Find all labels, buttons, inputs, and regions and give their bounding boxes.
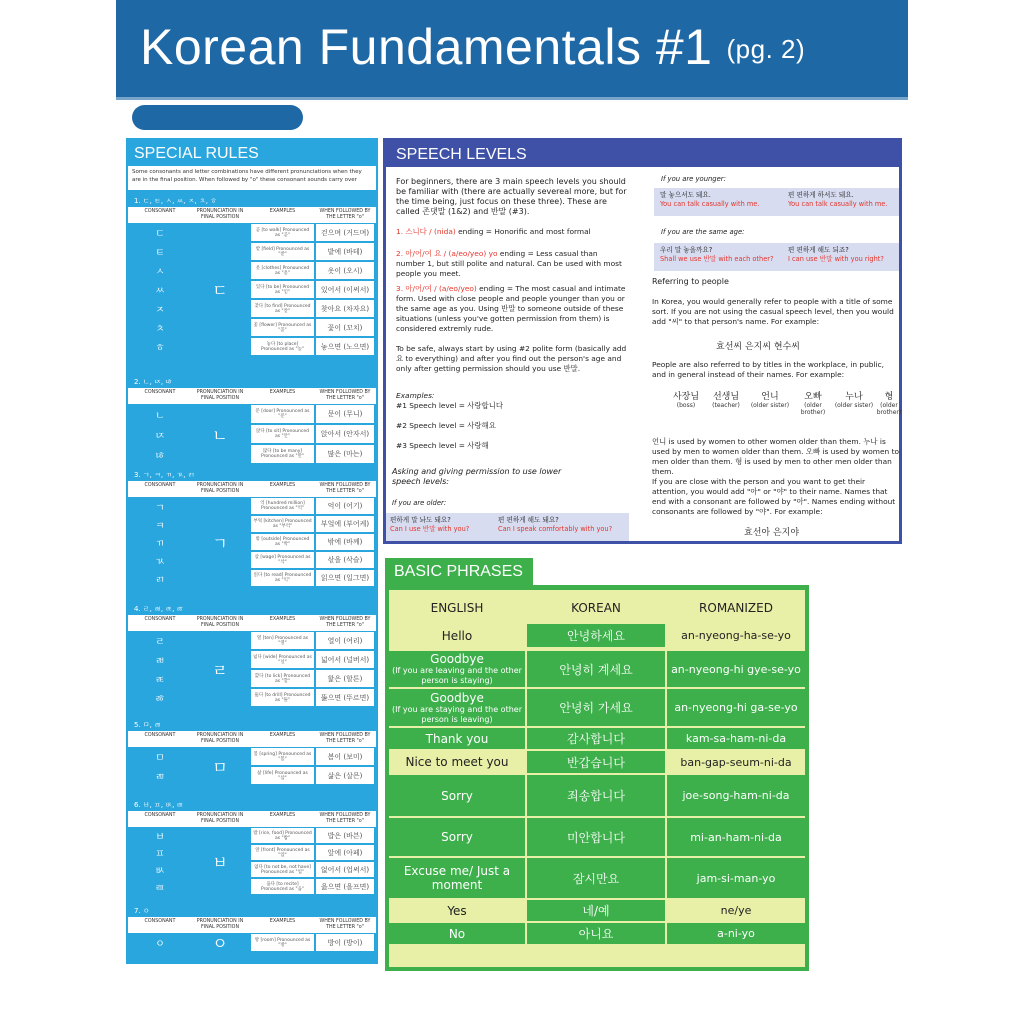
col-head: PRONUNCIATION IN FINAL POSITION [196, 209, 244, 220]
consonant-cell: ㅍ [131, 845, 189, 860]
consonant-cell: ㅇ [131, 934, 189, 951]
title-example [834, 389, 874, 409]
phrase-english [389, 775, 525, 816]
title-english: (teacher) [712, 402, 740, 409]
final-pronunciation-cell: ㅂ [191, 828, 249, 894]
col-head: WHEN FOLLOWED BY THE LETTER "o" [319, 483, 371, 494]
rule-row [128, 861, 376, 878]
phrases-table [389, 590, 805, 967]
col-head: PRONUNCIATION IN FINAL POSITION [196, 813, 244, 824]
col-head: WHEN FOLLOWED BY THE LETTER "o" [319, 390, 371, 401]
phrase-row [389, 775, 805, 816]
title-korean: 형 [884, 392, 894, 402]
col-head: CONSONANT [144, 733, 176, 738]
phrase-korean [527, 728, 665, 749]
followed-cell: 삶은 (살믄) [316, 767, 374, 784]
phrase-korean [527, 689, 665, 726]
col-korean: KOREAN [571, 601, 621, 615]
rule-group-title: 3. ㄱ, ㅋ, ㄲ, ㄳ, ㄺ [134, 471, 195, 479]
followed-cell: 밖에 (바께) [316, 534, 374, 550]
same-age-label: If you are the same age: [661, 228, 745, 236]
phrase-romanized [667, 900, 805, 921]
followed-cell: 놓으면 (노으면) [316, 338, 374, 355]
followed-cell: 부엌에 (부어케) [316, 516, 374, 532]
followed-cell: 걷으며 (거드며) [316, 224, 374, 241]
titles-note: People are also referred to by titles in the workplace, in public, and in general instead of their names. For example: [652, 360, 884, 379]
phrase-korean [527, 624, 665, 647]
consonant-cell: ㅂ [131, 828, 189, 843]
safe-note: To be safe, always start by using #2 polite form (basically add 요 to everything) and after you find out the person's age and only after getting permission should you use 반말. [396, 344, 627, 373]
phrase-korean [527, 751, 665, 773]
followed-cell: 앉아서 (안자서) [316, 425, 374, 443]
followed-cell: 넓어서 (널버서) [316, 651, 374, 668]
col-head: PRONUNCIATION IN FINAL POSITION [196, 483, 244, 494]
phrase-korean-text: 잠시만요 [572, 871, 620, 886]
phrase-row [389, 624, 805, 647]
final-pronunciation-cell: ㄷ [191, 224, 249, 355]
rule-row [128, 242, 376, 261]
col-head: PRONUNCIATION IN FINAL POSITION [196, 733, 244, 744]
phrase-english-note: (If you are leaving and the other person is staying) [392, 666, 522, 685]
phrase-english [389, 923, 525, 944]
followed-cell: 없어서 (업써서) [316, 862, 374, 877]
phrase-korean-text: 반갑습니다 [567, 755, 625, 770]
col-head: PRONUNCIATION IN FINAL POSITION [196, 390, 244, 401]
consonant-cell: ㅋ [131, 516, 189, 532]
final-pronunciation-cell: ㅁ [191, 748, 249, 784]
title-korean: 누나 [845, 392, 863, 402]
phrase-korean [527, 858, 665, 898]
older-question: 편하게 말 놔도 돼요? Can I use 반말 with you? [390, 516, 470, 533]
followed-cell: 핥은 (할튼) [316, 670, 374, 687]
rule-group-title: 2. ㄴ, ㄵ, ㄶ [134, 378, 173, 386]
followed-cell: 밥은 (바븐) [316, 828, 374, 843]
consonant-cell: ㅌ [131, 243, 189, 260]
rule-row [128, 261, 376, 280]
basic-phrases-header: BASIC PHRASES [385, 558, 533, 586]
consonant-cell: ㄶ [131, 445, 189, 463]
title-example [666, 389, 706, 409]
name-examples-ssi: 효선씨 은지씨 현수씨 [716, 342, 800, 352]
phrase-romanized [667, 728, 805, 749]
phrase-english-text: Thank you [425, 731, 489, 746]
example-3: #3 Speech level = 사랑해 [396, 441, 489, 450]
phrase-english [389, 858, 525, 898]
example-cell: 있다 [to be] Pronounced as "읻" [251, 281, 314, 298]
followed-cell: 열이 (여리) [316, 632, 374, 649]
col-head: EXAMPLES [269, 919, 296, 924]
rule-row [128, 533, 376, 551]
older-answer: 편 편하게 해도 돼요? Can I speak comfortably with you? [498, 516, 613, 533]
title-english: (older sister) [834, 402, 874, 409]
phrase-romanized-text: mi-an-ham-ni-da [690, 830, 782, 844]
younger-box [654, 188, 899, 216]
title-example [750, 389, 790, 409]
title-example [869, 389, 909, 416]
col-head: PRONUNCIATION IN FINAL POSITION [196, 617, 244, 628]
title-english: (older brother) [800, 402, 826, 416]
phrase-english-text: Hello [441, 628, 473, 643]
rule-row [128, 444, 376, 464]
example-cell: 많다 [to be many] Pronounced as "만" [251, 445, 314, 463]
rule-row [128, 280, 376, 299]
rule-row [128, 318, 376, 337]
example-cell: 옷 [clothes] Pronounced as "옫" [251, 262, 314, 279]
final-pronunciation-cell: ㅇ [191, 934, 249, 951]
phrase-english [389, 651, 525, 687]
col-head: WHEN FOLLOWED BY THE LETTER "o" [319, 813, 371, 824]
phrase-korean [527, 900, 665, 921]
title-korean: 오빠 [804, 392, 822, 402]
special-rules-panel [126, 138, 378, 964]
rule-group-title: 1. ㄷ, ㅌ, ㅅ, ㅆ, ㅈ, ㅊ, ㅎ [134, 197, 217, 205]
referring-heading: Referring to people [652, 277, 729, 286]
example-cell: 앉다 [to sit] Pronounced as "안" [251, 425, 314, 443]
rule-row [128, 766, 376, 785]
example-cell: 삶 [life] Pronounced as "삼" [251, 767, 314, 784]
example-cell: 문 [door] Pronounced as "문" [251, 405, 314, 423]
level-3: 3. 아/어/여 / (a/eo/yeo) ending = The most casual and intimate form. Used with close people and people younger than you or the same age as you. Using 반말 to someone outside of these situations (unless you've gotten permission from them) is considered extremly rude. [396, 284, 626, 333]
special-rules-header: SPECIAL RULES [134, 145, 259, 162]
consonant-cell: ㄷ [131, 224, 189, 241]
example-cell: 밖 [outside] Pronounced as "박" [251, 534, 314, 550]
rule-row [128, 878, 376, 895]
example-cell: 방 [room] Pronounced as "방" [251, 934, 314, 951]
consonant-cell: ㄳ [131, 552, 189, 568]
asking-heading: Asking and giving permission to use lower speech levels: [392, 467, 562, 486]
speech-levels-header: SPEECH LEVELS [386, 141, 899, 167]
col-head: EXAMPLES [269, 813, 296, 818]
level-1: 1. 스니다 / (nida) ending = Honorific and most formal [396, 227, 591, 236]
col-head: CONSONANT [144, 209, 176, 214]
example-cell: 열 [ten] Pronounced as "열" [251, 632, 314, 649]
phrase-romanized-text: jam-si-man-yo [696, 871, 776, 885]
phrase-english [389, 728, 525, 749]
example-cell: 곧 [to walk] Pronounced as "곧" [251, 224, 314, 241]
consonant-cell: ㅀ [131, 689, 189, 706]
followed-cell: 앞에 (아페) [316, 845, 374, 860]
col-head: WHEN FOLLOWED BY THE LETTER "o" [319, 919, 371, 930]
example-cell: 핥다 [to lick] Pronounced as "할" [251, 670, 314, 687]
phrase-row [389, 900, 805, 921]
special-rules-intro: Some consonants and letter combinations have different pronunciations when they are in the final position. When followed by "o" these consonant sounds carry over [128, 166, 376, 190]
rule-row [128, 650, 376, 669]
example-2: #2 Speech level = 사랑해요 [396, 421, 496, 430]
title-korean: 사장님 [672, 392, 700, 402]
followed-cell: 찾아요 (차자요) [316, 300, 374, 317]
final-pronunciation-cell: ㄴ [191, 405, 249, 463]
phrase-romanized [667, 858, 805, 898]
phrase-korean [527, 775, 665, 816]
col-head: WHEN FOLLOWED BY THE LETTER "o" [319, 209, 371, 220]
rule-group-col-heads [128, 917, 376, 933]
example-cell: 억 [hundred million] Pronounced as "억" [251, 498, 314, 514]
title-divider [116, 97, 908, 100]
phrase-korean-text: 죄송합니다 [567, 789, 625, 803]
older-box [386, 513, 629, 541]
examples-label: Examples: [396, 391, 435, 400]
rule-row [128, 223, 376, 242]
followed-cell: 옷이 (오시) [316, 262, 374, 279]
example-cell: 읊다 [to recite] Pronounced as "읍" [251, 879, 314, 894]
phrase-romanized [667, 624, 805, 647]
phrase-romanized [667, 923, 805, 944]
phrase-romanized-text: an-nyeong-ha-se-yo [681, 629, 791, 642]
basic-phrases-panel [385, 585, 809, 971]
level-2: 2. 아/어/여 요 / (a/eo/yeo) yo ending = Less casual than number 1, but still polite and natural. Can be used with most people you meet. [396, 249, 622, 278]
phrase-english-text: Excuse me/ Just a moment [403, 864, 511, 892]
phrase-romanized [667, 751, 805, 773]
col-head: PRONUNCIATION IN FINAL POSITION [196, 919, 244, 930]
phrase-row [389, 858, 805, 898]
phrase-english [389, 624, 525, 647]
consonant-cell: ㅊ [131, 319, 189, 336]
col-head: WHEN FOLLOWED BY THE LETTER "o" [319, 733, 371, 744]
rule-group-title: 5. ㅁ, ㄻ [134, 721, 161, 729]
example-cell: 봄 [spring] Pronounced as "봄" [251, 748, 314, 765]
rule-group-col-heads [128, 811, 376, 827]
consonant-cell: ㄲ [131, 534, 189, 550]
followed-cell: 읊으면 (을프면) [316, 879, 374, 894]
rule-row [128, 669, 376, 688]
phrase-korean-text: 감사합니다 [567, 732, 625, 746]
phrase-romanized [667, 689, 805, 726]
page-subtitle: (pg. 2) [726, 34, 806, 64]
phrase-romanized-text: kam-sa-ham-ni-da [685, 732, 787, 745]
consonant-cell: ㄺ [131, 570, 189, 586]
followed-cell: 문이 (무니) [316, 405, 374, 423]
rule-group-title: 4. ㄹ, ㄼ, ㄾ, ㅀ [134, 605, 184, 613]
example-cell: 부엌 [kitchen] Pronounced as "부억" [251, 516, 314, 532]
rule-row [128, 497, 376, 515]
rule-row [128, 827, 376, 844]
phrase-english-text: Goodbye [430, 652, 484, 666]
rule-row [128, 688, 376, 707]
rule-group-col-heads [128, 388, 376, 404]
phrase-korean-text: 안녕히 계세요 [559, 662, 633, 677]
rule-group-col-heads [128, 731, 376, 747]
same-question: 우리 말 놓을까요? Shall we use 반말 with each other? [660, 246, 774, 263]
phrase-korean-text: 네/예 [582, 904, 610, 918]
phrase-english-text: Sorry [441, 830, 473, 844]
phrase-korean-text: 안녕히 가세요 [559, 701, 633, 715]
title-english: (older brother) [876, 402, 902, 416]
speech-intro: For beginners, there are 3 main speech levels you should be familiar with (there are actually severeal more, but for the time being, just focus on these three). These are called 존댓말 (1&2) and 반말 (#3). [396, 177, 627, 216]
page-title: Korean Fundamentals #1 (pg. 2) [140, 19, 806, 75]
phrase-row [389, 751, 805, 773]
example-cell: 밥 [rice, food] Pronounced as "밥" [251, 828, 314, 843]
phrase-romanized [667, 818, 805, 856]
rule-row [128, 515, 376, 533]
col-head: CONSONANT [144, 483, 176, 488]
final-pronunciation-cell: ㄱ [191, 498, 249, 586]
phrase-korean [527, 923, 665, 944]
col-head: EXAMPLES [269, 390, 296, 395]
phrase-english-note: (If you are staying and the other person is leaving) [392, 704, 522, 724]
consonant-cell: ㅎ [131, 338, 189, 355]
phrase-romanized-text: an-nyeong-hi ga-se-yo [674, 701, 798, 714]
title-example [793, 389, 833, 416]
younger-answer: 편 편하게 하셔도 돼요. You can talk casually with me. [788, 191, 888, 208]
col-english: ENGLISH [430, 601, 484, 615]
phrase-korean-text: 안녕하세요 [567, 629, 625, 643]
phrase-romanized-text: an-nyeong-hi gye-se-yo [671, 662, 801, 676]
rule-group-title: 7. ㅇ [134, 907, 150, 915]
rule-row [128, 424, 376, 444]
col-head: CONSONANT [144, 813, 176, 818]
rule-row [128, 747, 376, 766]
followed-cell: 방이 (방이) [316, 934, 374, 951]
phrase-english [389, 751, 525, 773]
followed-cell: 있어서 (이써서) [316, 281, 374, 298]
phrase-korean-text: 미안합니다 [567, 830, 625, 845]
phrase-english [389, 818, 525, 856]
phrase-korean [527, 651, 665, 687]
col-head: EXAMPLES [269, 733, 296, 738]
same-age-box [654, 243, 899, 271]
col-head: EXAMPLES [269, 209, 296, 214]
followed-cell: 많은 (마는) [316, 445, 374, 463]
phrase-romanized [667, 775, 805, 816]
phrase-romanized [667, 651, 805, 687]
consonant-cell: ㅁ [131, 748, 189, 765]
consonant-cell: ㄻ [131, 767, 189, 784]
consonant-cell: ㅈ [131, 300, 189, 317]
followed-cell: 뚫으면 (뚜르면) [316, 689, 374, 706]
name-examples-a: 효선아 은지야 [744, 528, 800, 538]
example-cell: 앞 [front] Pronounced as "압" [251, 845, 314, 860]
rule-row [128, 933, 376, 952]
phrase-english [389, 900, 525, 921]
phrase-row [389, 651, 805, 687]
example-cell: 읽다 [to read] Pronounced as "익" [251, 570, 314, 586]
consonant-cell: ㄴ [131, 405, 189, 423]
col-head: CONSONANT [144, 919, 176, 924]
younger-label: If you are younger: [661, 175, 726, 183]
phrase-english-text: Goodbye [430, 690, 484, 705]
consonant-cell: ㄿ [131, 879, 189, 894]
followed-cell: 삯을 (삭슬) [316, 552, 374, 568]
title-english: (older sister) [750, 402, 790, 409]
phrase-korean-text: 아니요 [578, 927, 614, 941]
title-example [706, 389, 746, 409]
phrase-romanized-text: a-ni-yo [717, 927, 755, 940]
consonant-cell: ㅆ [131, 281, 189, 298]
rule-row [128, 631, 376, 650]
followed-cell: 밭에 (바테) [316, 243, 374, 260]
rule-row [128, 844, 376, 861]
usage-note: 언니 is used by women to other women older than them. 누나 is used by men to women older than them. 오빠 is used by women to men older than them. 형 is used by men to other men older than them. [652, 437, 899, 476]
followed-cell: 억이 (어기) [316, 498, 374, 514]
consonant-cell: ㄼ [131, 651, 189, 668]
example-cell: 없다 [to not be, not have] Pronounced as "업" [251, 862, 314, 877]
example-cell: 밭 [field] Pronounced as "받" [251, 243, 314, 260]
phrase-korean [527, 818, 665, 856]
followed-cell: 봄이 (보미) [316, 748, 374, 765]
title-korean: 언니 [761, 392, 779, 402]
rule-group-title: 6. ㅂ, ㅍ, ㅄ, ㄿ [134, 801, 184, 809]
example-cell: 꽃 [flower] Pronounced as "꼳" [251, 319, 314, 336]
phrase-row [389, 818, 805, 856]
col-head: EXAMPLES [269, 483, 296, 488]
phrase-romanized-text: ne/ye [720, 904, 752, 917]
col-head: CONSONANT [144, 390, 176, 395]
phrase-english [389, 689, 525, 726]
phrase-romanized-text: ban-gap-seum-ni-da [680, 755, 792, 769]
phrase-row [389, 728, 805, 749]
col-head: EXAMPLES [269, 617, 296, 622]
col-head: CONSONANT [144, 617, 176, 622]
older-label: If you are older: [392, 499, 447, 507]
rule-group-col-heads [128, 481, 376, 497]
phrase-english-text: Nice to meet you [405, 755, 509, 769]
followed-cell: 꽃이 (꼬치) [316, 319, 374, 336]
speech-levels-panel [383, 138, 902, 544]
followed-cell: 읽으면 (일그면) [316, 570, 374, 586]
consonant-cell: ㅅ [131, 262, 189, 279]
title-korean: 선생님 [712, 392, 740, 402]
col-head: WHEN FOLLOWED BY THE LETTER "o" [319, 617, 371, 628]
phrase-romanized-text: joe-song-ham-ni-da [682, 789, 790, 802]
younger-question: 말 놓으셔도 돼요. You can talk casually with me. [660, 191, 760, 208]
rule-group-col-heads [128, 615, 376, 631]
close-note: If you are close with the person and you want to get their attention, you would add "아" or "야" to their name. Names that end with a consonant are followed by "아". Names ending without consonants are followed by "야". For example: [652, 477, 896, 516]
final-pronunciation-cell: ㄹ [191, 632, 249, 706]
example-cell: 삯 [wage] Pronounced as "삭" [251, 552, 314, 568]
same-answer: 편 편하게 해도 되죠? I can use 반말 with you right? [788, 246, 884, 263]
phrase-english-text: Yes [447, 903, 467, 918]
phrase-english-text: No [448, 926, 466, 941]
consonant-cell: ㅄ [131, 862, 189, 877]
rule-row [128, 551, 376, 569]
phrase-row [389, 923, 805, 944]
rule-row [128, 569, 376, 587]
col-romanized: ROMANIZED [699, 601, 773, 615]
rule-row [128, 404, 376, 424]
consonant-cell: ㄾ [131, 670, 189, 687]
consonant-cell: ㄹ [131, 632, 189, 649]
phrase-english-text: Sorry [441, 788, 473, 803]
title-english: (boss) [676, 402, 696, 409]
example-cell: 뚫다 [to drill] Pronounced as "뚤" [251, 689, 314, 706]
example-cell: 놓다 [to place] Pronounced as "녿" [251, 338, 314, 355]
consonant-cell: ㄵ [131, 425, 189, 443]
consonant-cell: ㄱ [131, 498, 189, 514]
decorative-pill [132, 105, 303, 130]
rule-row [128, 299, 376, 318]
korea-note: In Korea, you would generally refer to people with a title of some sort. If you are not using the casual speech level, then you would add "씨" to that person's name. For example: [652, 297, 894, 326]
example-cell: 찾다 [to find] Pronounced as "찯" [251, 300, 314, 317]
rule-group-col-heads [128, 207, 376, 223]
phrase-row [389, 689, 805, 726]
rule-row [128, 337, 376, 356]
example-1: #1 Speech level = 사랑합니다 [396, 401, 503, 410]
example-cell: 넓다 [wide] Pronounced as "널" [251, 651, 314, 668]
